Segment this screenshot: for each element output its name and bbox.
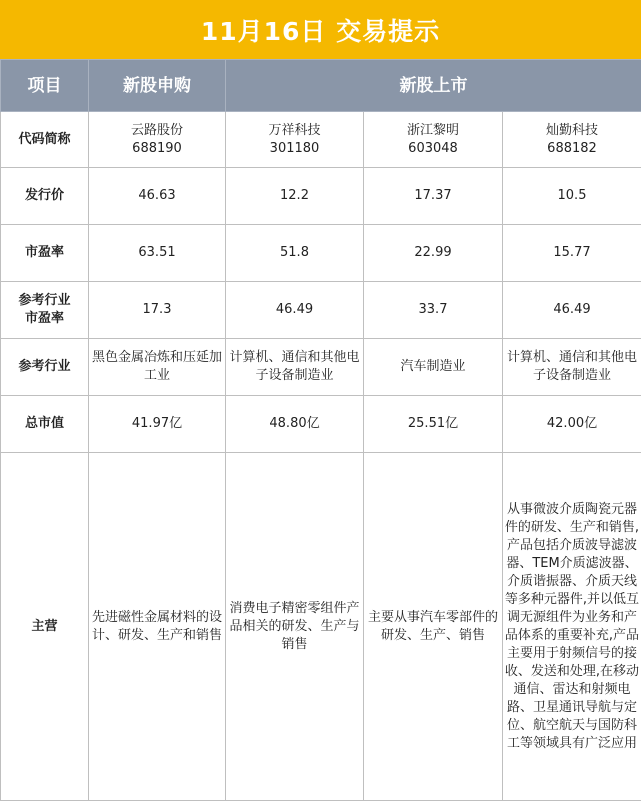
row-label-industry-pe-line2: 市盈率: [1, 310, 88, 328]
cell-business-2: 主要从事汽车零部件的研发、生产、销售: [364, 453, 503, 801]
row-label-pe: 市盈率: [1, 225, 89, 282]
ipo-table: [0, 59, 641, 801]
cell-code-3: [503, 112, 641, 168]
header-item: 项目: [1, 60, 89, 112]
stock-code: 688182: [503, 140, 641, 158]
row-label-industry-pe: [1, 282, 89, 339]
table-row-industry-pe: [1, 282, 641, 339]
row-label-market-cap: 总市值: [1, 396, 89, 453]
cell-code-0: [89, 112, 226, 168]
cell-pe-2: 22.99: [364, 225, 503, 282]
cell-market-cap-2: 25.51亿: [364, 396, 503, 453]
cell-price-0: 46.63: [89, 168, 226, 225]
cell-market-cap-3: 42.00亿: [503, 396, 641, 453]
stock-name: 万祥科技: [226, 122, 363, 140]
cell-market-cap-1: 48.80亿: [226, 396, 364, 453]
cell-industry-1: 计算机、通信和其他电子设备制造业: [226, 339, 364, 396]
cell-business-3: 从事微波介质陶瓷元器件的研发、生产和销售,产品包括介质波导滤波器、TEM介质滤波器、介质谐振器、介质天线等多种元器件,并以低互调无源组件为业务和产品体系的重要补充,产品主要用于射频信号的接收、发送和处理,在移动通信、雷达和射频电路、卫星通讯导航与定位、航空航天与国防科工等领域具有广泛应用: [503, 453, 641, 801]
stock-name: 浙江黎明: [364, 122, 502, 140]
stock-code: 603048: [364, 140, 502, 158]
cell-industry-3: 计算机、通信和其他电子设备制造业: [503, 339, 641, 396]
cell-pe-1: 51.8: [226, 225, 364, 282]
table-row-business: [1, 453, 641, 801]
row-label-code: 代码简称: [1, 112, 89, 168]
cell-industry-pe-1: 46.49: [226, 282, 364, 339]
row-label-industry-pe-line1: 参考行业: [1, 292, 88, 310]
cell-industry-0: 黑色金属冶炼和压延加工业: [89, 339, 226, 396]
table-row-pe: [1, 225, 641, 282]
stock-name: 云路股份: [89, 122, 225, 140]
table-row-industry: [1, 339, 641, 396]
table-header-row: [1, 60, 641, 112]
row-label-business: 主营: [1, 453, 89, 801]
cell-industry-pe-2: 33.7: [364, 282, 503, 339]
cell-pe-0: 63.51: [89, 225, 226, 282]
cell-industry-pe-3: 46.49: [503, 282, 641, 339]
header-new-listing: 新股上市: [226, 60, 641, 112]
stock-code: 301180: [226, 140, 363, 158]
cell-price-3: 10.5: [503, 168, 641, 225]
cell-code-2: [364, 112, 503, 168]
row-label-price: 发行价: [1, 168, 89, 225]
table-row-market-cap: [1, 396, 641, 453]
cell-price-1: 12.2: [226, 168, 364, 225]
table-row-code: [1, 112, 641, 168]
stock-name: 灿勤科技: [503, 122, 641, 140]
cell-price-2: 17.37: [364, 168, 503, 225]
cell-code-1: [226, 112, 364, 168]
row-label-industry: 参考行业: [1, 339, 89, 396]
header-new-subscribe: 新股申购: [89, 60, 226, 112]
cell-business-0: 先进磁性金属材料的设计、研发、生产和销售: [89, 453, 226, 801]
cell-pe-3: 15.77: [503, 225, 641, 282]
table-row-price: [1, 168, 641, 225]
cell-industry-pe-0: 17.3: [89, 282, 226, 339]
page-title: 11月16日 交易提示: [0, 0, 641, 59]
cell-industry-2: 汽车制造业: [364, 339, 503, 396]
stock-code: 688190: [89, 140, 225, 158]
cell-business-1: 消费电子精密零组件产品相关的研发、生产与销售: [226, 453, 364, 801]
cell-market-cap-0: 41.97亿: [89, 396, 226, 453]
